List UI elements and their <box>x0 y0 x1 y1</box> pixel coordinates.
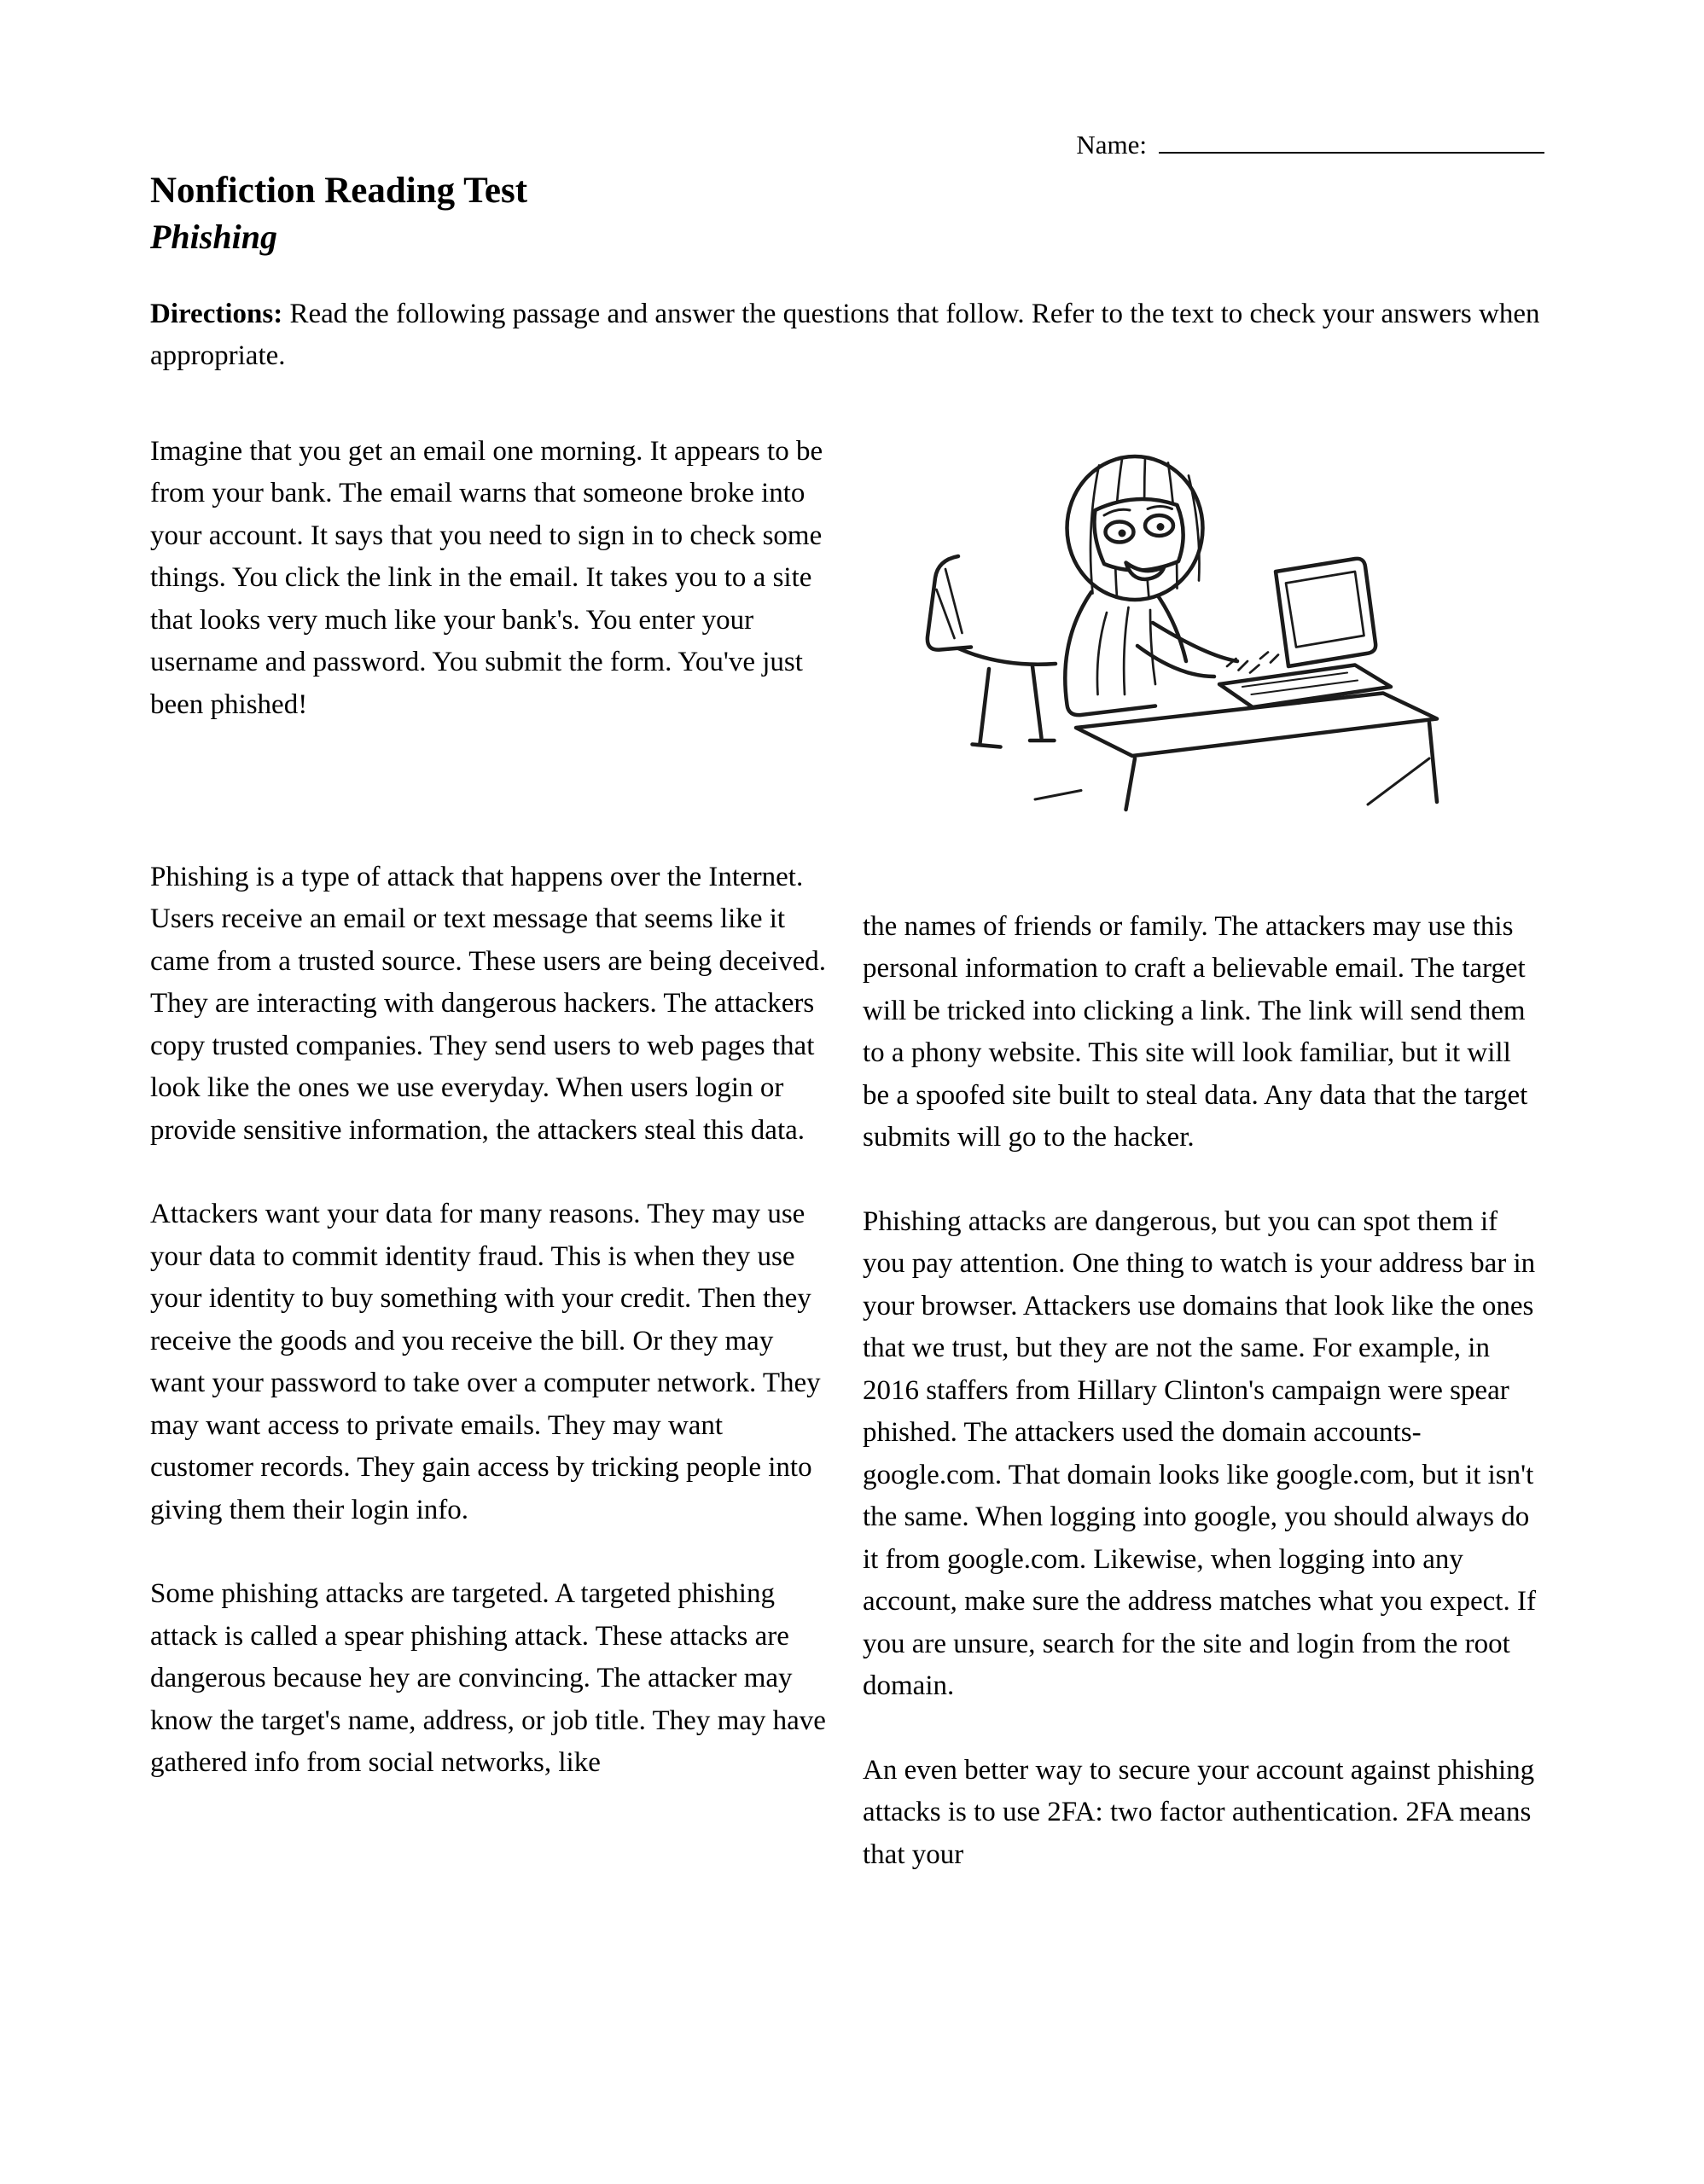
page-title: Nonfiction Reading Test <box>150 171 528 211</box>
right-column <box>863 857 1544 1919</box>
paragraph: Phishing attacks are dangerous, but you can spot them if you pay attention. One thing to watch is your address bar in your browser. Attackers use domains that look like the ones that we trust, but they are not the same. For example, in 2016 staffers from Hillary Clinton's campaign were spear phished. The attackers used the domain accounts-google.com. That domain looks like google.com, but it isn't the same. When logging into google, you should always do it from google.com. Likewise, when logging into any account, make sure the address matches what you expect. If you are unsure, search for the site and login from the root domain. <box>863 1205 1536 1702</box>
page-subtitle: Phishing <box>150 217 277 256</box>
paragraph: Some phishing attacks are targeted. A targeted phishing attack is called a spear phishing attack. These attacks are dangerous because hey are convincing. The attacker may know the target's name, address, or job title. They may have gathered info from social networks, like <box>150 1578 826 1779</box>
name-row <box>150 126 1544 160</box>
body-columns <box>150 857 1544 1919</box>
name-label: Name: <box>1076 130 1147 160</box>
directions-label: Directions: <box>150 298 283 329</box>
left-column <box>150 857 831 1919</box>
paragraph: Phishing is a type of attack that happens over the Internet. Users receive an email or text message that seems like it came from a trusted source. These users are being deceived. They are interacting with dangerous hackers. The attackers copy trusted companies. They send users to web pages that look like the ones we use everyday. When users login or provide sensitive information, the attackers steal this data. <box>150 861 826 1146</box>
paragraph: the names of friends or family. The attackers may use this personal information to craft a believable email. The target will be tricked into clicking a link. The link will send them to a phony website. This site will look familiar, but it will be a spoofed site built to steal data. Any data that the target submits will go to the hacker. <box>863 910 1528 1153</box>
directions <box>150 293 1544 378</box>
intro-paragraph: Imagine that you get an email one morning. It appears to be from your bank. The email warns that someone broke into your account. It says that you need to sign in to check some things. You click the link in the email. It takes you to a site that looks very much like your bank's. You enter your username and password. You submit the form. You've just been phished! <box>150 435 823 720</box>
illustration-container <box>875 431 1456 815</box>
directions-text: Read the following passage and answer the questions that follow. Refer to the text to check your answers when appropriate. <box>150 298 1540 372</box>
name-blank-line <box>1159 126 1544 154</box>
paragraph: An even better way to secure your account against phishing attacks is to use 2FA: two factor authentication. 2FA means that your <box>863 1754 1535 1870</box>
hacker-illustration <box>884 431 1447 815</box>
paragraph: Attackers want your data for many reasons. They may use your data to commit identity fraud. This is when they use your identity to buy something with your credit. Then they receive the goods and you receive the bill. Or they may want your password to take over a computer network. They may want access to private emails. They may want customer records. They gain access by tricking people into giving them their login info. <box>150 1199 821 1525</box>
top-section <box>150 431 1544 815</box>
